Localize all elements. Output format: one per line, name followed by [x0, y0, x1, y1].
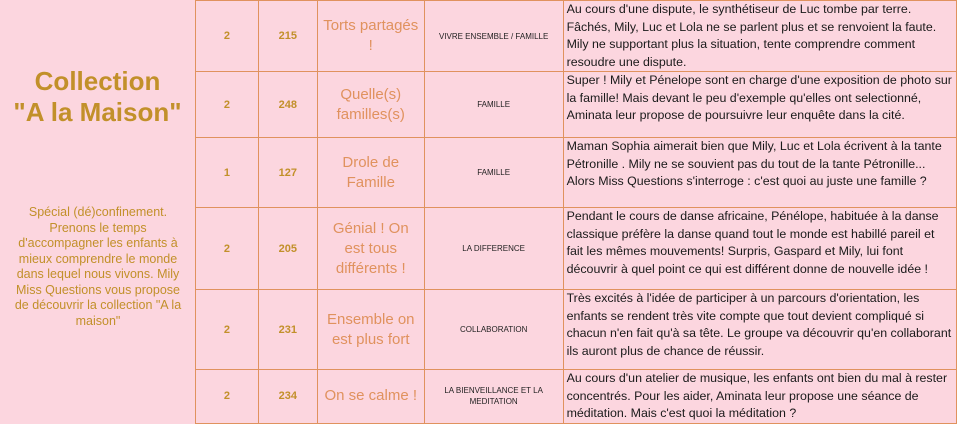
episodes-table	[195, 0, 957, 424]
episode-title-cell: Drole de Famille	[317, 138, 424, 208]
episode-number-cell: 205	[258, 208, 317, 290]
episode-description-cell: Au cours d'une dispute, le synthétiseur de Luc tombe par terre. Fâchés, Mily, Luc et Lola ne se parlent plus et se renvoient la faute. Mily ne supportant plus la situation, tente comprendre comment resoudre une dispute.	[563, 1, 956, 72]
episode-title-cell: Torts partagés !	[317, 1, 424, 72]
episode-theme-cell: LA DIFFERENCE	[424, 208, 563, 290]
episode-season-cell: 2	[196, 208, 259, 290]
episode-theme-cell: COLLABORATION	[424, 290, 563, 370]
collection-description: Spécial (dé)confinement. Prenons le temps d'accompagner les enfants à mieux comprendre le monde dans lequel nous vivons. Mily Miss Questions vous propose de découvrir la collection "A la maison"	[14, 205, 182, 328]
episode-description-cell: Super ! Mily et Pénelope sont en charge d'une exposition de photo sur la famille! Mais devant le peu d'exemple qu'elles ont selectionné, Aminata leur propose de poursuivre leur enquête dans la cité.	[563, 72, 956, 138]
collection-title	[0, 66, 195, 128]
episode-description-cell: Au cours d'un atelier de musique, les enfants ont bien du mal à rester concentrés. Pour les aider, Aminata leur propose une séance de méditation. Mais c'est quoi la méditation ?	[563, 370, 956, 424]
episode-season-cell: 2	[196, 290, 259, 370]
episode-description-cell: Pendant le cours de danse africaine, Pénélope, habituée à la danse classique préfère la danse quand tout le monde est habillé pareil et fait les mêmes mouvements! Surpris, Gaspard et Mily, lui font découvrir à quel point ce qui est différent donne de nouvelle idée !	[563, 208, 956, 290]
episode-number-cell: 127	[258, 138, 317, 208]
collection-panel	[0, 0, 195, 408]
table-row	[196, 138, 957, 208]
episode-theme-cell: VIVRE ENSEMBLE / FAMILLE	[424, 1, 563, 72]
collection-title-line2: "A la Maison"	[13, 97, 182, 127]
episode-number-cell: 234	[258, 370, 317, 424]
episode-number-cell: 215	[258, 1, 317, 72]
collection-title-line1: Collection	[34, 66, 161, 96]
episode-title-cell: Génial ! On est tous différents !	[317, 208, 424, 290]
table-row	[196, 208, 957, 290]
episode-theme-cell: LA BIENVEILLANCE ET LA MEDITATION	[424, 370, 563, 424]
episode-number-cell: 231	[258, 290, 317, 370]
episode-season-cell: 2	[196, 1, 259, 72]
episode-season-cell: 1	[196, 138, 259, 208]
episode-title-cell: Quelle(s) familles(s)	[317, 72, 424, 138]
episode-title-cell: On se calme !	[317, 370, 424, 424]
episode-season-cell: 2	[196, 72, 259, 138]
episode-theme-cell: FAMILLE	[424, 138, 563, 208]
episode-theme-cell: FAMILLE	[424, 72, 563, 138]
episode-description-cell: Maman Sophia aimerait bien que Mily, Luc et Lola écrivent à la tante Pétronille . Mily ne se souvient pas du tout de la tante Pétronille... Alors Miss Questions s'interroge : c'est quoi au juste une famille ?	[563, 138, 956, 208]
episode-description-cell: Très excités à l'idée de participer à un parcours d'orientation, les enfants se rendent très vite compte que tout devient compliqué si chacun n'en fait qu'à sa tête. Le groupe va découvrir qu'en collaborant ils auront plus de chance de réussir.	[563, 290, 956, 370]
episode-title-cell: Ensemble on est plus fort	[317, 290, 424, 370]
table-row	[196, 290, 957, 370]
episode-season-cell: 2	[196, 370, 259, 424]
table-row	[196, 1, 957, 72]
episode-number-cell: 248	[258, 72, 317, 138]
episodes-table-body	[196, 1, 957, 424]
table-row	[196, 370, 957, 424]
table-row	[196, 72, 957, 138]
